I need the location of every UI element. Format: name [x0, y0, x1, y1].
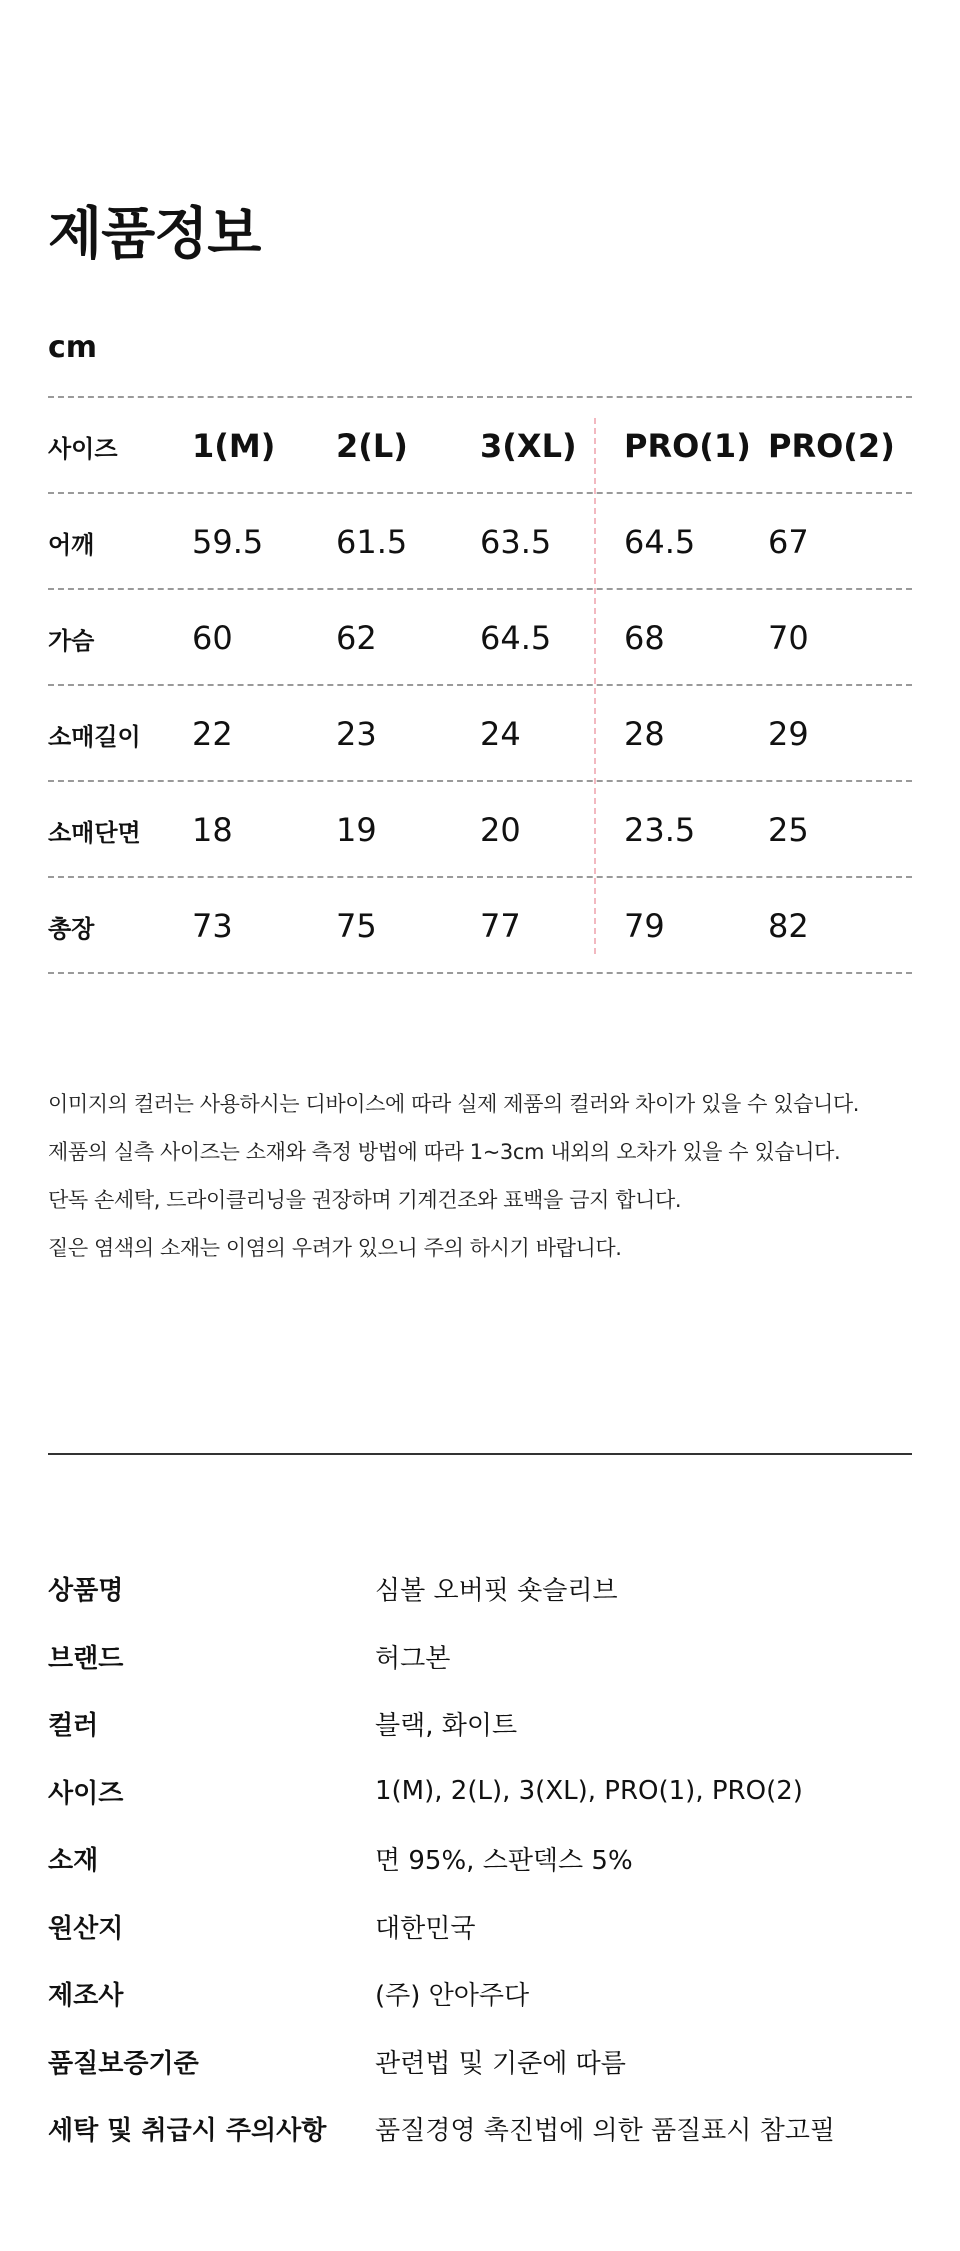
info-value: 1(M), 2(L), 3(XL), PRO(1), PRO(2) [375, 1776, 803, 1807]
table-cell: 22 [192, 715, 233, 753]
info-key: 제조사 [48, 1981, 124, 2012]
note-text: 짙은 염색의 소재는 이염의 우려가 있으니 주의 하시기 바랍니다. [48, 1236, 622, 1260]
table-cell: 24 [480, 715, 521, 753]
size-header-3xl: 3(XL) [480, 427, 577, 465]
size-table [48, 396, 912, 974]
info-key: 원산지 [48, 1913, 124, 1944]
table-cell: 28 [624, 715, 665, 753]
table-cell: 68 [624, 619, 665, 657]
table-cell: 60 [192, 619, 233, 657]
table-cell: 18 [192, 811, 233, 849]
info-value: 블랙, 화이트 [375, 1711, 518, 1742]
table-cell: 59.5 [192, 523, 264, 561]
table-row [48, 686, 912, 782]
table-cell: 79 [624, 907, 665, 945]
info-key: 사이즈 [48, 1778, 124, 1809]
info-value: 심볼 오버핏 숏슬리브 [375, 1576, 618, 1607]
table-cell: 19 [336, 811, 377, 849]
row-label: 소매단면 [48, 818, 141, 847]
table-row [48, 590, 912, 686]
table-cell: 70 [768, 619, 809, 657]
size-header-pro1: PRO(1) [624, 427, 751, 465]
info-row [48, 2095, 912, 2163]
section-divider [48, 1453, 912, 1455]
size-header-label: 사이즈 [48, 434, 118, 463]
table-cell: 64.5 [624, 523, 696, 561]
info-key: 브랜드 [48, 1643, 124, 1674]
page-title: 제품정보 [48, 202, 261, 267]
info-value: (주) 안아주다 [375, 1981, 530, 2012]
info-row [48, 1623, 912, 1691]
table-cell: 64.5 [480, 619, 552, 657]
table-cell: 29 [768, 715, 809, 753]
note-text: 이미지의 컬러는 사용하시는 디바이스에 따라 실제 제품의 컬러와 차이가 있을 수 있습니다. [48, 1092, 860, 1116]
table-cell: 61.5 [336, 523, 408, 561]
info-key: 세탁 및 취급시 주의사항 [48, 2116, 327, 2147]
table-cell: 63.5 [480, 523, 552, 561]
table-cell: 20 [480, 811, 521, 849]
size-header-2l: 2(L) [336, 427, 408, 465]
info-key: 품질보증기준 [48, 2048, 199, 2079]
note-text: 제품의 실측 사이즈는 소재와 측정 방법에 따라 1~3cm 내외의 오차가 있을 수 있습니다. [48, 1140, 841, 1164]
info-row [48, 1758, 912, 1826]
info-value: 대한민국 [375, 1913, 476, 1944]
row-label: 총장 [48, 914, 95, 943]
row-label: 어깨 [48, 530, 95, 559]
table-cell: 75 [336, 907, 377, 945]
table-row [48, 878, 912, 974]
row-label: 가슴 [48, 626, 95, 655]
table-cell: 77 [480, 907, 521, 945]
info-key: 상품명 [48, 1576, 124, 1607]
table-cell: 67 [768, 523, 809, 561]
info-row [48, 1825, 912, 1893]
table-cell: 73 [192, 907, 233, 945]
care-notes [48, 1080, 912, 1272]
table-cell: 23.5 [624, 811, 696, 849]
info-key: 소재 [48, 1846, 99, 1877]
info-value: 관련법 및 기준에 따름 [375, 2048, 626, 2079]
info-row [48, 1960, 912, 2028]
table-row [48, 494, 912, 590]
info-row [48, 2028, 912, 2096]
table-row [48, 782, 912, 878]
info-row [48, 1690, 912, 1758]
size-header-1m: 1(M) [192, 427, 276, 465]
size-table-header-row [48, 398, 912, 494]
note-text: 단독 손세탁, 드라이클리닝을 권장하며 기계건조와 표백을 금지 합니다. [48, 1188, 682, 1212]
pro-size-divider [594, 418, 596, 954]
table-cell: 23 [336, 715, 377, 753]
info-row [48, 1555, 912, 1623]
product-info-table [48, 1555, 912, 2163]
unit-label: cm [48, 330, 98, 365]
info-key: 컬러 [48, 1711, 99, 1742]
table-cell: 82 [768, 907, 809, 945]
info-value: 품질경영 촉진법에 의한 품질표시 참고필 [375, 2116, 836, 2147]
table-cell: 62 [336, 619, 377, 657]
table-cell: 25 [768, 811, 809, 849]
info-value: 면 95%, 스판덱스 5% [375, 1846, 633, 1877]
row-label: 소매길이 [48, 722, 141, 751]
info-value: 허그본 [375, 1643, 451, 1674]
info-row [48, 1893, 912, 1961]
size-header-pro2: PRO(2) [768, 427, 895, 465]
